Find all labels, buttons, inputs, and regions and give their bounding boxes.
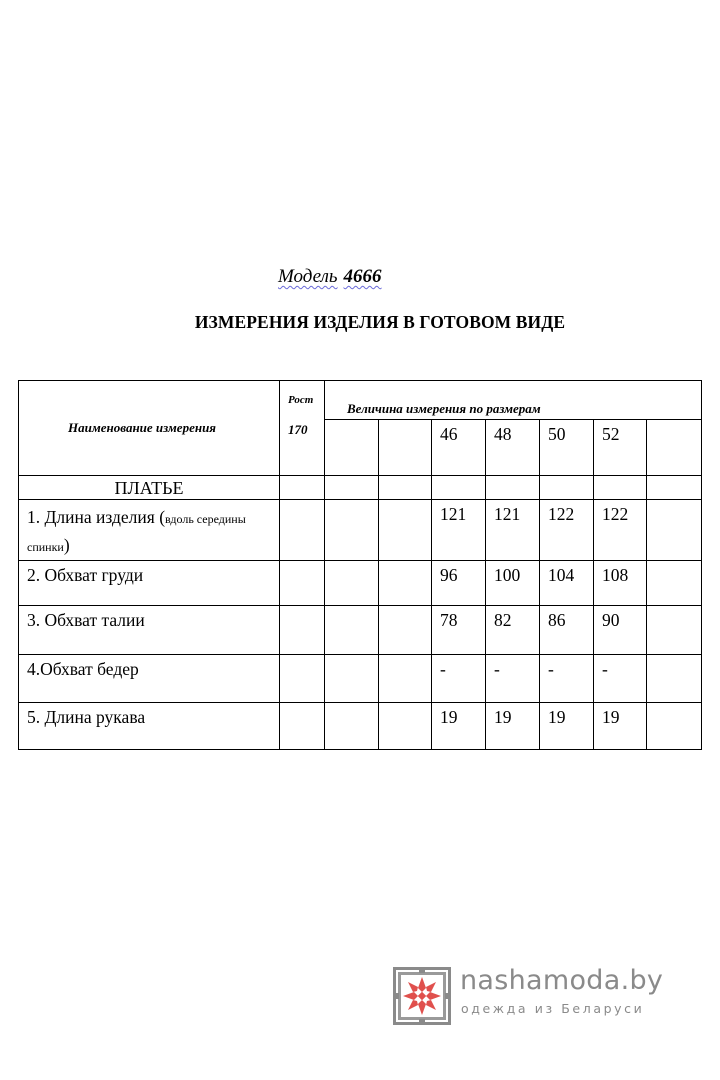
row-value: 19 [486,703,540,750]
row-value: - [432,655,486,703]
row-name: 3. Обхват талии [19,606,280,655]
row-value: 100 [486,561,540,606]
row-name: 1. Длина изделия (вдоль середины спинки) [19,500,280,561]
row-value: - [486,655,540,703]
row-value: 122 [594,500,647,561]
table-row [19,500,702,561]
empty-cell [379,420,432,476]
section-title: ПЛАТЬЕ [19,476,280,500]
row-value: 121 [486,500,540,561]
header-row [19,381,702,420]
ornament-logo-icon [392,966,452,1026]
row-value: 19 [594,703,647,750]
col-height-header [280,381,325,476]
empty-cell [647,420,702,476]
row-value: 19 [540,703,594,750]
page-title: ИЗМЕРЕНИЯ ИЗДЕЛИЯ В ГОТОВОМ ВИДЕ [194,312,566,332]
row-value: 78 [432,606,486,655]
size-52: 52 [594,420,647,476]
height-label: Рост [288,394,314,406]
table-row [19,655,702,703]
table-row [19,606,702,655]
height-value: 170 [288,422,308,437]
table-row [19,561,702,606]
row-name: 2. Обхват груди [19,561,280,606]
table-row [19,703,702,750]
col-name-header: Наименование измерения [19,381,280,476]
row-value: 82 [486,606,540,655]
size-46: 46 [432,420,486,476]
measurements-table [18,380,702,750]
sizes-header: Величина измерения по размерам [325,381,702,420]
brand-slogan: одежда из Беларуси [461,1001,645,1016]
row-value: 122 [540,500,594,561]
model-number: 4666 [343,266,382,287]
row-value: - [540,655,594,703]
empty-cell [325,420,379,476]
row-name-note: вдоль середины спинки [27,512,246,554]
model-label: Модель [278,266,338,287]
row-value: - [594,655,647,703]
row-name: 4.Обхват бедер [19,655,280,703]
row-value: 121 [432,500,486,561]
section-row [19,476,702,500]
row-value: 19 [432,703,486,750]
row-value: 96 [432,561,486,606]
row-value: 104 [540,561,594,606]
brand-name: nashamoda.by [460,965,664,996]
row-value: 90 [594,606,647,655]
row-value: 108 [594,561,647,606]
size-50: 50 [540,420,594,476]
row-value: 86 [540,606,594,655]
size-48: 48 [486,420,540,476]
model-title [278,266,382,288]
row-name: 5. Длина рукава [19,703,280,750]
